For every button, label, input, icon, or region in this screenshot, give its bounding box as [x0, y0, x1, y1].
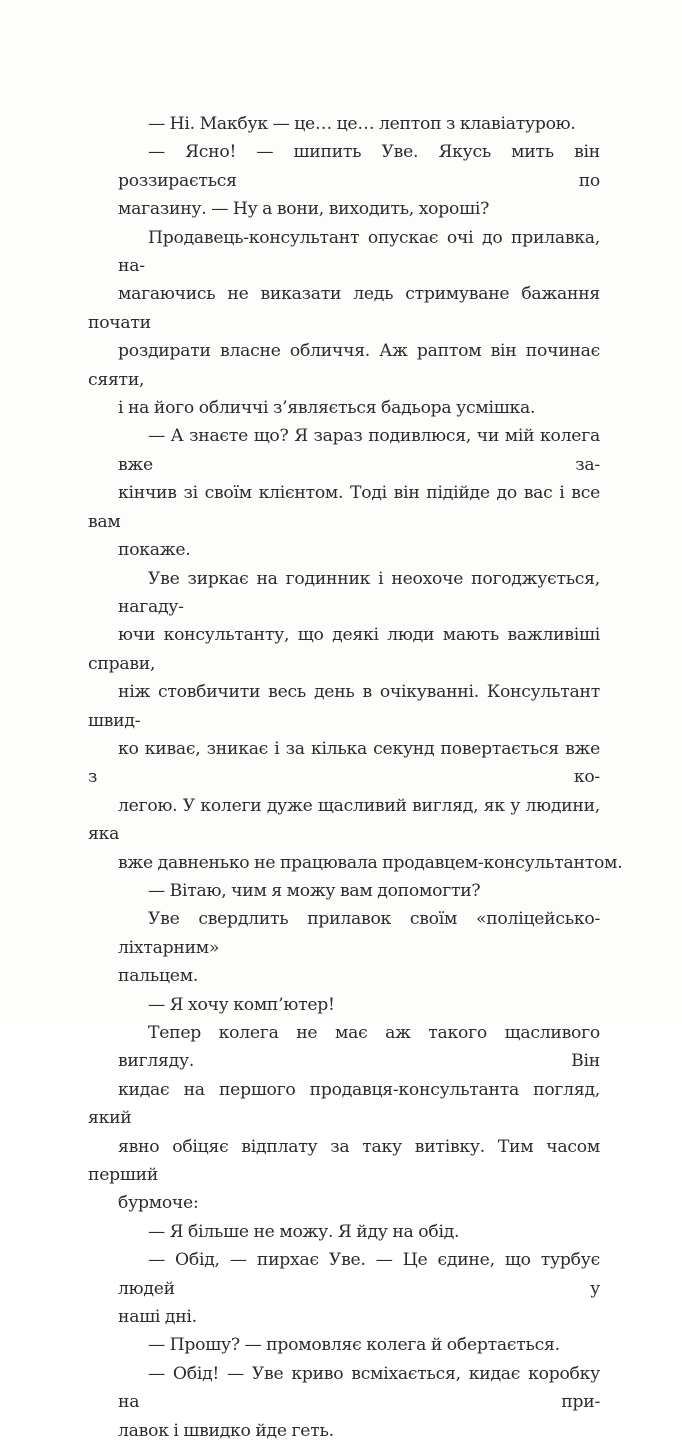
text-line: — А знаєте що? Я зараз подивлюся, чи мій колега вже за- [118, 426, 600, 475]
text-line: магаючись не виказати ледь стримуване бажання почати [88, 284, 600, 333]
text-line: — Ясно! — шипить Уве. Якусь мить він роззирається по [118, 142, 600, 191]
text-line: — Обід, — пирхає Уве. — Це єдине, що турбує людей у [118, 1250, 600, 1299]
paragraph [88, 565, 623, 877]
text-line: покаже. [118, 540, 191, 561]
text-line: ніж стовбичити весь день в очікуванні. Консультант швид- [88, 682, 600, 731]
paragraph [88, 1218, 600, 1246]
text-line: магазину. — Ну а вони, виходить, хороші? [118, 199, 490, 220]
text-line: ючи консультанту, що деякі люди мають важливіші справи, [88, 625, 600, 674]
paragraph [88, 991, 600, 1019]
text-line: кінчив зі своїм клієнтом. Тоді він підійде до вас і все вам [88, 483, 600, 532]
text-line: — Ні. Макбук — це… це… лептоп з клавіатурою. [148, 114, 576, 134]
paragraph [88, 1246, 600, 1331]
text-line: — Прошу? — промовляє колега й обертається. [148, 1335, 560, 1356]
page-body-text [88, 110, 623, 1445]
paragraph [88, 877, 600, 905]
text-line: явно обіцяє відплату за таку витівку. Тим часом перший [88, 1136, 600, 1186]
paragraph [88, 1019, 600, 1218]
text-line: — Я більше не можу. Я йду на обід. [148, 1221, 460, 1242]
text-line: лавок і швидко йде геть. [118, 1420, 334, 1441]
text-line: роздирати власне обличчя. Аж раптом він починає сяяти, [88, 341, 600, 390]
text-line: Тепер колега не має аж такого щасливого вигляду. Він [118, 1023, 600, 1072]
paragraph [88, 1331, 600, 1359]
text-line: — Я хочу комп’ютер! [148, 994, 335, 1015]
paragraph [88, 905, 600, 990]
text-line: бурмоче: [118, 1193, 199, 1214]
paragraph [88, 138, 600, 223]
paragraph [88, 1360, 600, 1445]
paragraph [88, 110, 600, 138]
text-line: Уве свердлить прилавок своїм «поліцейсько-ліхтарним» [118, 909, 600, 958]
text-line: Уве зиркає на годинник і неохоче погоджується, нагаду- [118, 568, 600, 617]
text-line: і на його обличчі з’являється бадьора усмішка. [118, 398, 536, 419]
text-line: легою. У колеги дуже щасливий вигляд, як у людини, яка [88, 795, 600, 845]
text-line: Продавець-консультант опускає очі до прилавка, на- [118, 227, 600, 277]
text-line: — Вітаю, чим я можу вам допомогти? [148, 880, 481, 901]
text-line: — Обід! — Уве криво всміхається, кидає коробку на при- [118, 1363, 600, 1413]
text-line: кидає на першого продавця-консультанта погляд, який [88, 1079, 600, 1129]
text-line: вже давненько не працювала продавцем-консультантом. [118, 852, 623, 873]
paragraph [88, 422, 600, 564]
text-line: наші дні. [118, 1307, 197, 1328]
text-line: ко киває, зникає і за кілька секунд повертається вже з ко- [88, 738, 600, 788]
text-line: пальцем. [118, 966, 199, 987]
paragraph [88, 224, 600, 423]
